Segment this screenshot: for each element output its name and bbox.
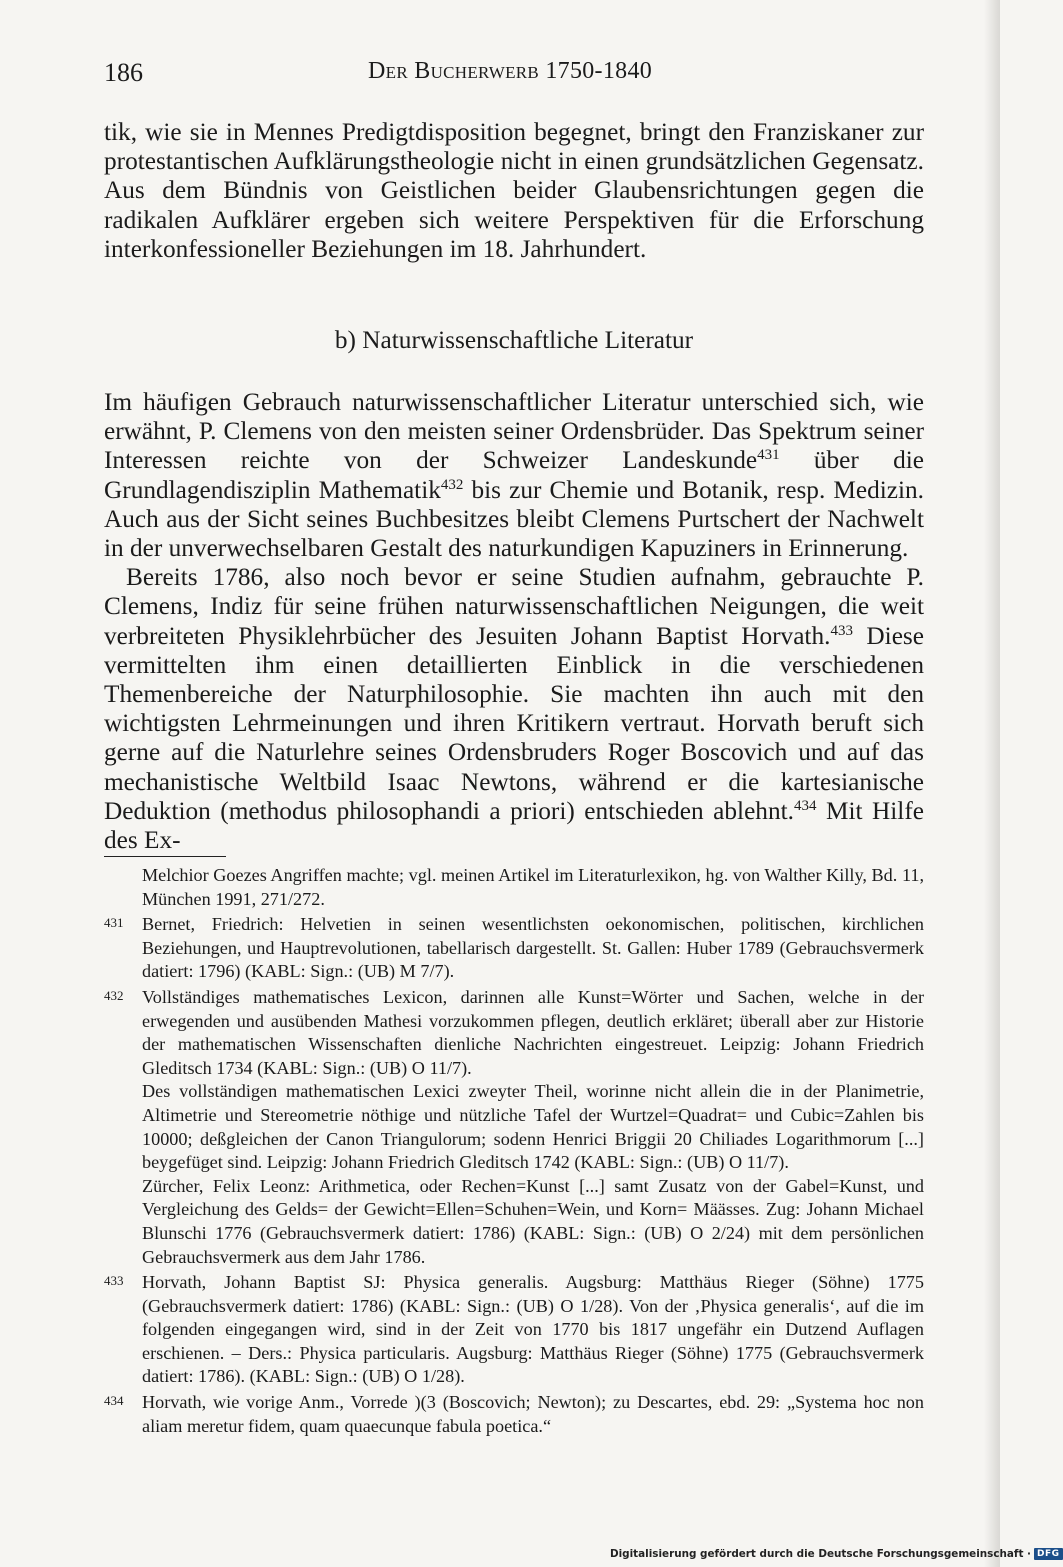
section-heading: b) Naturwissenschaftliche Literatur <box>334 326 694 354</box>
digitization-credit-text: Digitalisierung gefördert durch die Deutsche Forschungsgemeinschaft · <box>610 1548 1031 1560</box>
footnote-text: Horvath, wie vorige Anm., Vorrede )(3 (Boscovich; Newton); zu Descartes, ebd. 29: „Systema hoc non aliam meretur fidem, quam quaecunque fabula poetica.“ <box>142 1392 924 1436</box>
paragraph-2-text-c: Mit Hilfe des Ex- <box>104 796 924 855</box>
paragraph-2-text-a: Bereits 1786, also noch bevor er seine Studien aufnahm, gebrauchte P. Clemens, Indiz für seine frühen naturwissenschaftlichen Neigungen, die weit verbreiteten Physiklehrbücher des Jesuiten Johann Baptist Horvath. <box>104 563 924 650</box>
footnote-text: Vollständiges mathematisches Lexicon, darinnen alle Kunst=Wörter und Sachen, welche in der erwegenden und ausübenden Mathesi vorzukommen pflegen, deutlich erkläret; überall aber zur Historie der mathematischen Wissenschaften dienliche Nachrichten eingestreuet. Leipzig: Johann Friedrich Gleditsch 1734 (KABL: Sign.: (UB) O 11/7). <box>142 986 924 1078</box>
running-title: Der Bucherwerb 1750-1840 <box>368 58 653 84</box>
paragraph-2-text-b: Diese vermittelten ihm einen detaillierten Einblick in die verschiedenen Themenbereiche der Naturphilosophie. Sie machten ihn auch mit den wichtigsten Lehrmeinungen und ihren Kritikern vertraut. Horvath beruft sich gerne auf die Naturlehre seines Ordensbruders Roger Boscovich und auf das mechanistische Weltbild Isaac Newtons, während er die kartesianische Deduktion (methodus philosophandi a priori) entschieden ablehnt. <box>104 621 925 825</box>
footnote-ref-433[interactable]: 433 <box>830 622 853 639</box>
footnote-text: Horvath, Johann Baptist SJ: Physica generalis. Augsburg: Matthäus Rieger (Söhne) 1775 (Gebrauchsvermerk datiert: 1786) (KABL: Sign.: (UB) O 1/28). Von der ‚Physica generalis‘, auf die im folgenden eingegangen wird, sind in der Zeit von 1770 bis 1817 ungefähr ein Dutzend Auflagen erschienen. – Ders.: Physica particularis. Augsburg: Matthäus Rieger (Söhne) 1775 (Gebrauchsvermerk datiert: 1786). (KABL: Sign.: (UB) O 1/28). <box>142 1272 924 1387</box>
paragraph-1-text-a: Im häufigen Gebrauch naturwissenschaftlicher Literatur unterschied sich, wie erwähnt, P. Clemens von den meisten seiner Ordensbrüder. Das Spektrum seiner Interessen reichte von der Schweizer Landeskunde <box>104 388 924 475</box>
paragraph-1 <box>104 388 924 563</box>
footnotes <box>104 864 924 1440</box>
footnote-number: 433 <box>104 1273 124 1289</box>
footnote-431 <box>104 913 924 984</box>
paragraph-2 <box>104 563 924 855</box>
footnote-text: Des vollständigen mathematischen Lexici zweyter Theil, worinne nicht allein die in der Planimetrie, Altimetrie und Stereometrie nöthige und nützliche Tafel der Wurtzel=Quadrat= und Cubic=Zahlen bis 10000; deßgleichen der Canon Triangulorum; sodenn Henrici Briggii 20 Chiliades Logarithmorum [...] beygefüget sind. Leipzig: Johann Friedrich Gleditsch 1742 (KABL: Sign.: (UB) O 11/7). <box>142 1081 924 1173</box>
footnote-433 <box>104 1271 924 1389</box>
paragraph-1-text-b: über die Grundlagendisziplin Mathematik <box>104 446 924 504</box>
footnote-continuation <box>104 864 924 911</box>
section-body <box>104 388 924 855</box>
page-number: 186 <box>104 58 143 87</box>
footnote-ref-432[interactable]: 432 <box>440 476 464 493</box>
dfg-logo-icon[interactable]: DFG <box>1034 1548 1063 1560</box>
digitization-credit <box>610 1546 1060 1562</box>
footnote-continuation-text: Melchior Goezes Angriffen machte; vgl. meinen Artikel im Literaturlexikon, hg. von Walther Killy, Bd. 11, München 1991, 271/272. <box>142 865 924 909</box>
footnote-rule <box>104 856 226 857</box>
footnote-ref-434[interactable]: 434 <box>793 797 817 814</box>
footnote-number: 432 <box>104 987 124 1003</box>
intro-paragraph: tik, wie sie in Mennes Predigtdisposition begegnet, bringt den Franziskaner zur protestantischen Aufklärungstheologie nicht in einen grundsätzlichen Gegensatz. Aus dem Bündnis von Geistlichen beider Glaubensrichtungen gegen die radikalen Aufklärer ergeben sich weitere Perspektiven für die Erforschung interkonfessioneller Beziehungen im 18. Jahrhundert. <box>104 118 924 263</box>
paragraph-1-text-c: bis zur Chemie und Botanik, resp. Medizin. Auch aus der Sicht seines Buchbesitzes bleibt Clemens Purtschert der Nachwelt in der unverwechselbaren Gestalt des naturkundigen Kapuziners in Erinnerung. <box>104 475 924 563</box>
footnote-434 <box>104 1391 924 1438</box>
footnote-number: 431 <box>104 915 124 931</box>
footnote-ref-431[interactable]: 431 <box>757 447 780 464</box>
intro-paragraph-block <box>104 118 924 264</box>
footnote-432 <box>104 986 924 1269</box>
running-head <box>104 58 924 92</box>
page-gutter-shadow <box>984 0 1000 1567</box>
footnote-number: 434 <box>104 1393 124 1409</box>
footnote-text: Zürcher, Felix Leonz: Arithmetica, oder Rechen=Kunst [...] samt Zusatz von der Gabel=Kunst, und Vergleichung des Gelds= der Gewicht=Ellen=Schuhen=Wein, und Korn= Määsses. Zug: Johann Michael Blunschi 1776 (Gebrauchsvermerk datiert: 1786) (KABL: Sign.: (UB) O 2/24) mit dem persönlichen Gebrauchsvermerk aus dem Jahr 1786. <box>142 1175 924 1267</box>
footnote-text: Bernet, Friedrich: Helvetien in seinen wesentlichsten oekonomischen, politischen, kirchlichen Beziehungen, und Hauptrevolutionen, tabellarisch dargestellt. St. Gallen: Huber 1789 (Gebrauchsvermerk datiert: 1796) (KABL: Sign.: (UB) M 7/7). <box>142 914 924 982</box>
